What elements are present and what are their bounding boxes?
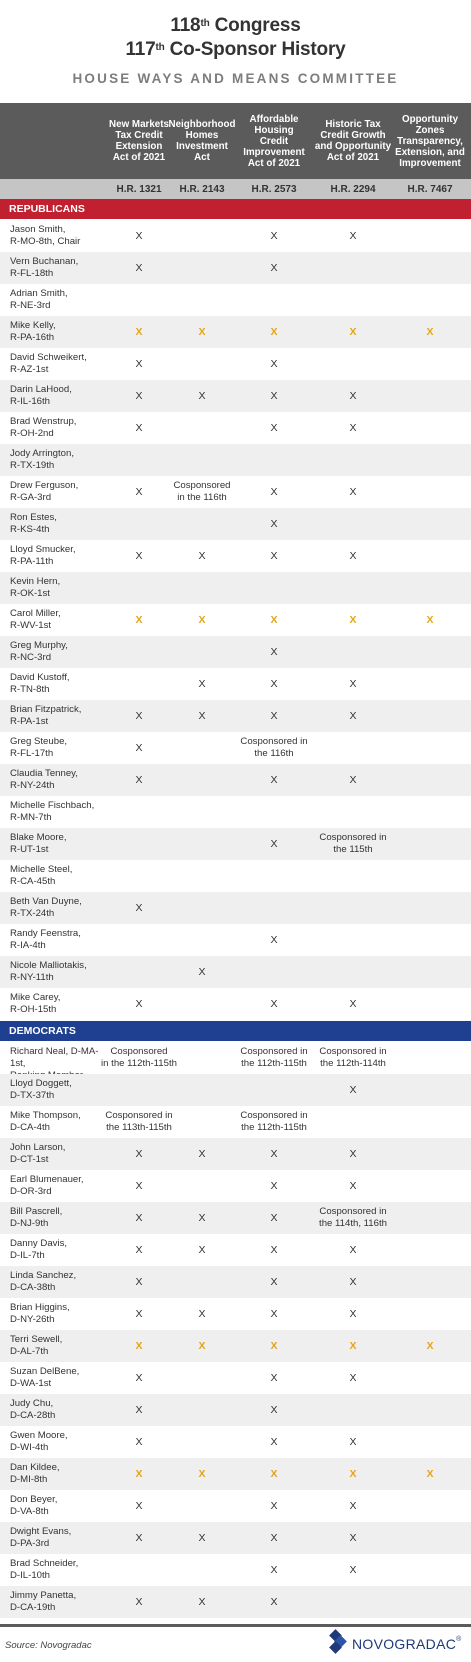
cosponsor-cell: X <box>270 326 278 338</box>
cosponsor-cell: X <box>426 326 434 338</box>
member-name: Michelle Steel, R-CA-45th <box>10 864 73 887</box>
cosponsor-cell <box>385 508 471 540</box>
cosponsor-cell: X <box>135 1532 143 1544</box>
cosponsor-cell: X <box>198 1468 206 1480</box>
cosponsor-cell <box>385 1106 471 1138</box>
cosponsor-cell: X <box>349 1180 357 1192</box>
cosponsor-cell: X <box>198 1212 206 1224</box>
cosponsor-cell: X <box>349 1340 357 1352</box>
member-row <box>0 860 471 892</box>
cosponsor-cell: Cosponsored in the 112th-115th <box>240 1110 308 1133</box>
cosponsor-cell <box>385 220 471 252</box>
cosponsor-cell: X <box>349 710 357 722</box>
cosponsor-cell: X <box>349 614 357 626</box>
cosponsor-cell: X <box>135 326 143 338</box>
cosponsor-cell: X <box>349 1276 357 1288</box>
member-name: Carol Miller, R-WV-1st <box>10 608 61 631</box>
cosponsor-cell: X <box>270 1596 278 1608</box>
cosponsor-cell: X <box>349 1532 357 1544</box>
cosponsor-cell: X <box>198 550 206 562</box>
cosponsor-cell: X <box>349 998 357 1010</box>
cosponsor-cell <box>385 1138 471 1170</box>
member-name: Drew Ferguson, R-GA-3rd <box>10 480 79 503</box>
cosponsor-cell: X <box>198 678 206 690</box>
cosponsor-cell: X <box>135 998 143 1010</box>
cosponsor-cell: X <box>135 1596 143 1608</box>
member-name: Gwen Moore, D-WI-4th <box>10 1430 68 1453</box>
cosponsor-cell: X <box>349 326 357 338</box>
member-row <box>0 1266 471 1298</box>
member-name: Judy Chu, D-CA-28th <box>10 1398 56 1421</box>
bill-number-4: H.R. 2294 <box>330 183 376 195</box>
member-row <box>0 252 471 284</box>
member-name: Vern Buchanan, R-FL-18th <box>10 256 79 279</box>
cosponsor-cell: X <box>270 678 278 690</box>
member-row <box>0 1202 471 1234</box>
cosponsor-cell: X <box>270 1468 278 1480</box>
member-row <box>0 1106 471 1138</box>
member-name: Randy Feenstra, R-IA-4th <box>10 928 81 951</box>
cosponsor-cell <box>385 860 471 892</box>
cosponsor-cell: X <box>270 774 278 786</box>
cosponsor-cell: X <box>135 1180 143 1192</box>
member-name: Richard Neal, D-MA-1st, <box>10 1046 99 1069</box>
cosponsor-cell: X <box>270 1276 278 1288</box>
cosponsor-cell: X <box>270 1148 278 1160</box>
cosponsor-cell: X <box>198 1596 206 1608</box>
cosponsor-cell: X <box>270 390 278 402</box>
cosponsor-cell <box>385 1202 471 1234</box>
cosponsor-cell: X <box>349 1084 357 1096</box>
cosponsor-cell <box>229 444 319 476</box>
member-row <box>0 1522 471 1554</box>
cosponsor-cell <box>385 380 471 412</box>
cosponsor-cell: X <box>270 614 278 626</box>
bill-number-row <box>0 179 471 199</box>
cosponsor-cell: X <box>349 422 357 434</box>
cosponsor-cell <box>385 1170 471 1202</box>
cosponsor-cell: X <box>270 1212 278 1224</box>
member-row <box>0 988 471 1020</box>
cosponsor-cell <box>385 252 471 284</box>
logo-wordmark: NOVOGRADAC® <box>352 1636 462 1652</box>
cosponsor-cell: X <box>270 1564 278 1576</box>
cosponsor-cell: X <box>349 1468 357 1480</box>
cosponsor-cell <box>229 284 319 316</box>
cosponsor-cell: Cosponsored in the 115th <box>319 832 387 855</box>
cosponsor-cell <box>385 1586 471 1618</box>
bill-number-2: H.R. 2143 <box>179 183 225 195</box>
cosponsor-cell <box>385 796 471 828</box>
bill-number-1: H.R. 1321 <box>116 183 162 195</box>
cosponsor-cell <box>229 892 319 924</box>
member-row <box>0 892 471 924</box>
member-name: Jody Arrington, R-TX-19th <box>10 448 74 471</box>
member-name: Ron Estes, R-KS-4th <box>10 512 57 535</box>
member-row <box>0 1330 471 1362</box>
cosponsor-cell <box>385 1298 471 1330</box>
cosponsor-cell: X <box>135 1212 143 1224</box>
member-name: Jason Smith, R-MO-8th, Chair <box>10 224 81 247</box>
cosponsor-cell <box>385 828 471 860</box>
member-row <box>0 796 471 828</box>
member-row <box>0 1490 471 1522</box>
member-row <box>0 956 471 988</box>
member-row <box>0 1394 471 1426</box>
member-row <box>0 1074 471 1106</box>
member-name: Nicole Malliotakis, R-NY-11th <box>10 960 87 983</box>
cosponsor-cell: X <box>349 1436 357 1448</box>
member-row <box>0 316 471 348</box>
cosponsor-cell: X <box>349 1148 357 1160</box>
cosponsor-cell <box>385 764 471 796</box>
column-header-2: Neighborhood Homes Investment Act <box>168 119 236 163</box>
cosponsor-cell: X <box>198 326 206 338</box>
member-name: Michelle Fischbach, R-MN-7th <box>10 800 95 823</box>
member-name: John Larson, D-CT-1st <box>10 1142 66 1165</box>
member-row <box>0 348 471 380</box>
cosponsor-cell <box>385 572 471 604</box>
cosponsor-cell <box>385 1490 471 1522</box>
cosponsor-cell: X <box>198 390 206 402</box>
member-row <box>0 444 471 476</box>
member-name: Brad Wenstrup, R-OH-2nd <box>10 416 77 439</box>
cosponsor-cell <box>385 668 471 700</box>
member-name: Jimmy Panetta, D-CA-19th <box>10 1590 77 1613</box>
member-row <box>0 1042 471 1074</box>
cosponsor-cell <box>229 1074 319 1106</box>
member-row <box>0 508 471 540</box>
member-name: David Schweikert, R-AZ-1st <box>10 352 87 375</box>
cosponsor-cell <box>385 444 471 476</box>
cosponsor-cell <box>229 956 319 988</box>
cosponsor-cell: X <box>270 518 278 530</box>
cosponsor-cell: X <box>349 1372 357 1384</box>
cosponsor-cell <box>385 1362 471 1394</box>
cosponsor-cell <box>385 1234 471 1266</box>
member-name: Suzan DelBene, D-WA-1st <box>10 1366 80 1389</box>
member-row <box>0 1170 471 1202</box>
cosponsor-cell: Cosponsored in the 116th <box>240 736 308 759</box>
cosponsor-cell: X <box>135 1308 143 1320</box>
cosponsor-cell <box>385 1266 471 1298</box>
member-name: Darin LaHood, R-IL-16th <box>10 384 72 407</box>
cosponsor-cell: X <box>198 1244 206 1256</box>
cosponsor-cell: X <box>349 230 357 242</box>
cosponsor-cell: X <box>270 998 278 1010</box>
cosponsor-cell: X <box>426 1340 434 1352</box>
cosponsor-cell: X <box>198 1308 206 1320</box>
cosponsor-cell: X <box>135 614 143 626</box>
member-row <box>0 540 471 572</box>
cosponsor-cell: X <box>270 262 278 274</box>
cosponsor-cell <box>229 860 319 892</box>
novogradac-logo <box>327 1629 467 1659</box>
cosponsor-cell: X <box>135 1148 143 1160</box>
cosponsor-cell: X <box>198 966 206 978</box>
cosponsor-cell <box>385 540 471 572</box>
cosponsor-cell: X <box>270 1244 278 1256</box>
member-name: Brad Schneider, D-IL-10th <box>10 1558 79 1581</box>
cosponsor-cell <box>385 284 471 316</box>
member-row <box>0 1298 471 1330</box>
cosponsor-cell: X <box>270 422 278 434</box>
cosponsor-cell: X <box>198 1148 206 1160</box>
member-row <box>0 284 471 316</box>
cosponsor-cell: X <box>270 1180 278 1192</box>
cosponsor-cell: X <box>349 774 357 786</box>
cosponsor-cell: X <box>349 1308 357 1320</box>
member-row <box>0 636 471 668</box>
member-name: Mike Kelly, R-PA-16th <box>10 320 56 343</box>
member-name: Terri Sewell, D-AL-7th <box>10 1334 63 1357</box>
cosponsor-cell: X <box>270 934 278 946</box>
cosponsor-cell: X <box>135 902 143 914</box>
cosponsor-cell: X <box>198 1340 206 1352</box>
member-name: Mike Thompson, D-CA-4th <box>10 1110 81 1133</box>
cosponsor-cell: Cosponsored in the 112th-115th <box>101 1046 177 1069</box>
member-row <box>0 1554 471 1586</box>
cosponsor-cell: X <box>349 1500 357 1512</box>
cosponsor-cell: X <box>349 1244 357 1256</box>
cosponsor-cell <box>385 924 471 956</box>
cosponsor-cell: X <box>135 1244 143 1256</box>
cosponsor-cell: X <box>270 646 278 658</box>
cosponsor-cell: X <box>349 550 357 562</box>
cosponsor-cell: X <box>270 838 278 850</box>
cosponsor-cell: X <box>135 1404 143 1416</box>
cosponsor-cell: X <box>349 390 357 402</box>
cosponsor-cell: X <box>135 1372 143 1384</box>
member-row <box>0 1362 471 1394</box>
cosponsor-cell: X <box>198 614 206 626</box>
cosponsor-cell: X <box>135 1436 143 1448</box>
section-republicans: REPUBLICANS <box>0 199 471 219</box>
member-name: Bill Pascrell, D-NJ-9th <box>10 1206 63 1229</box>
member-name: Linda Sanchez, D-CA-38th <box>10 1270 77 1293</box>
title-line-2: 117th Co-Sponsor History <box>125 39 346 60</box>
member-row <box>0 668 471 700</box>
cosponsor-cell: X <box>349 1564 357 1576</box>
member-row <box>0 1586 471 1618</box>
cosponsor-cell: X <box>198 1532 206 1544</box>
member-name: Greg Steube, R-FL-17th <box>10 736 68 759</box>
member-name: Dwight Evans, D-PA-3rd <box>10 1526 72 1549</box>
cosponsor-cell: X <box>270 1372 278 1384</box>
cosponsor-cell: X <box>426 1468 434 1480</box>
cosponsor-cell: X <box>349 486 357 498</box>
cosponsor-cell: X <box>270 1436 278 1448</box>
cosponsor-cell: X <box>135 486 143 498</box>
member-name: Danny Davis, D-IL-7th <box>10 1238 68 1261</box>
cosponsor-cell: X <box>270 358 278 370</box>
cosponsor-cell: X <box>135 390 143 402</box>
footer-divider <box>0 1624 471 1627</box>
cosponsor-cell <box>385 1394 471 1426</box>
cosponsor-cell: X <box>270 486 278 498</box>
member-name: Greg Murphy, R-NC-3rd <box>10 640 68 663</box>
cosponsor-cell: X <box>135 358 143 370</box>
cosponsor-cell: X <box>270 1340 278 1352</box>
member-row <box>0 476 471 508</box>
member-name: Brian Higgins, D-NY-26th <box>10 1302 70 1325</box>
cosponsor-cell <box>385 732 471 764</box>
cosponsor-cell <box>385 1522 471 1554</box>
cosponsor-cell: X <box>426 614 434 626</box>
title-line-1: 118th Congress <box>170 15 301 36</box>
member-name: Beth Van Duyne, R-TX-24th <box>10 896 82 919</box>
bill-number-3: H.R. 2573 <box>251 183 297 195</box>
member-row <box>0 700 471 732</box>
member-row <box>0 828 471 860</box>
cosponsor-cell <box>385 348 471 380</box>
cosponsor-cell: Cosponsored in the 112th-115th <box>240 1046 308 1069</box>
cosponsor-cell: X <box>135 1340 143 1352</box>
cosponsor-cell <box>385 1042 471 1074</box>
member-name: Lloyd Doggett, D-TX-37th <box>10 1078 72 1101</box>
cosponsor-cell <box>385 1074 471 1106</box>
table-header <box>0 103 471 199</box>
cosponsor-cell: X <box>270 1404 278 1416</box>
member-name: Claudia Tenney, R-NY-24th <box>10 768 78 791</box>
cosponsor-cell: X <box>135 710 143 722</box>
member-row <box>0 380 471 412</box>
member-name: Brian Fitzpatrick, R-PA-1st <box>10 704 82 727</box>
cosponsor-cell: Cosponsored in the 112th-114th <box>319 1046 387 1069</box>
subtitle: HOUSE WAYS AND MEANS COMMITTEE <box>72 71 399 86</box>
cosponsor-cell: X <box>135 1500 143 1512</box>
column-header-1: New Markets Tax Credit Extension Act of 2021 <box>109 119 169 163</box>
member-row <box>0 1138 471 1170</box>
cosponsor-cell: X <box>270 230 278 242</box>
section-democrats: DEMOCRATS <box>0 1021 471 1041</box>
member-row <box>0 764 471 796</box>
cosponsor-cell: X <box>135 550 143 562</box>
cosponsor-cell <box>229 796 319 828</box>
cosponsor-cell <box>385 636 471 668</box>
cosponsor-cell: X <box>349 678 357 690</box>
column-header-4: Historic Tax Credit Growth and Opportunity Act of 2021 <box>314 119 392 163</box>
cosponsor-cell: X <box>270 550 278 562</box>
member-row <box>0 1234 471 1266</box>
member-name: Mike Carey, R-OH-15th <box>10 992 61 1015</box>
cosponsor-cell <box>385 1426 471 1458</box>
member-name: Earl Blumenauer, D-OR-3rd <box>10 1174 84 1197</box>
cosponsor-cell: X <box>135 422 143 434</box>
member-name: Don Beyer, D-VA-8th <box>10 1494 58 1517</box>
member-row <box>0 604 471 636</box>
bill-number-5: H.R. 7467 <box>407 183 453 195</box>
cosponsor-cell <box>385 476 471 508</box>
cosponsor-cell: X <box>135 230 143 242</box>
cosponsor-cell <box>229 572 319 604</box>
title-block <box>0 0 471 104</box>
cosponsor-cell: Cosponsored in the 113th-115th <box>105 1110 173 1133</box>
cosponsor-cell <box>385 956 471 988</box>
member-name: Kevin Hern, R-OK-1st <box>10 576 61 599</box>
cosponsor-cell: X <box>135 1468 143 1480</box>
cosponsor-cell <box>385 1554 471 1586</box>
member-name: Adrian Smith, R-NE-3rd <box>10 288 68 311</box>
column-header-3: Affordable Housing Credit Improvement Act of 2021 <box>243 113 305 169</box>
cosponsor-cell: X <box>270 1532 278 1544</box>
cosponsor-cell: Cosponsored in the 114th, 116th <box>319 1206 387 1229</box>
member-row <box>0 220 471 252</box>
member-row <box>0 1458 471 1490</box>
member-row <box>0 1426 471 1458</box>
member-name: David Kustoff, R-TN-8th <box>10 672 70 695</box>
cosponsor-cell <box>385 412 471 444</box>
cosponsor-cell: X <box>135 1276 143 1288</box>
member-row <box>0 924 471 956</box>
cosponsor-cell: Cosponsored in the 116th <box>173 480 231 503</box>
member-row <box>0 412 471 444</box>
member-row <box>0 732 471 764</box>
cosponsor-cell: X <box>198 710 206 722</box>
column-header-5: Opportunity Zones Transparency, Extension, and Improvement <box>395 113 465 169</box>
cosponsor-cell <box>385 700 471 732</box>
cosponsor-cell: X <box>270 1500 278 1512</box>
cosponsor-cell <box>385 892 471 924</box>
cosponsor-cell: X <box>270 1308 278 1320</box>
novogradac-diamond-logo-icon <box>327 1629 349 1657</box>
cosponsor-cell: X <box>270 710 278 722</box>
member-name: Blake Moore, R-UT-1st <box>10 832 67 855</box>
member-name: Lloyd Smucker, R-PA-11th <box>10 544 76 567</box>
cosponsor-cell: X <box>135 742 143 754</box>
cosponsor-cell: X <box>135 774 143 786</box>
member-name: Dan Kildee, D-MI-8th <box>10 1462 60 1485</box>
cosponsor-cell: X <box>135 262 143 274</box>
source-note: Source: Novogradac <box>5 1640 92 1651</box>
member-row <box>0 572 471 604</box>
cosponsor-cell <box>385 988 471 1020</box>
